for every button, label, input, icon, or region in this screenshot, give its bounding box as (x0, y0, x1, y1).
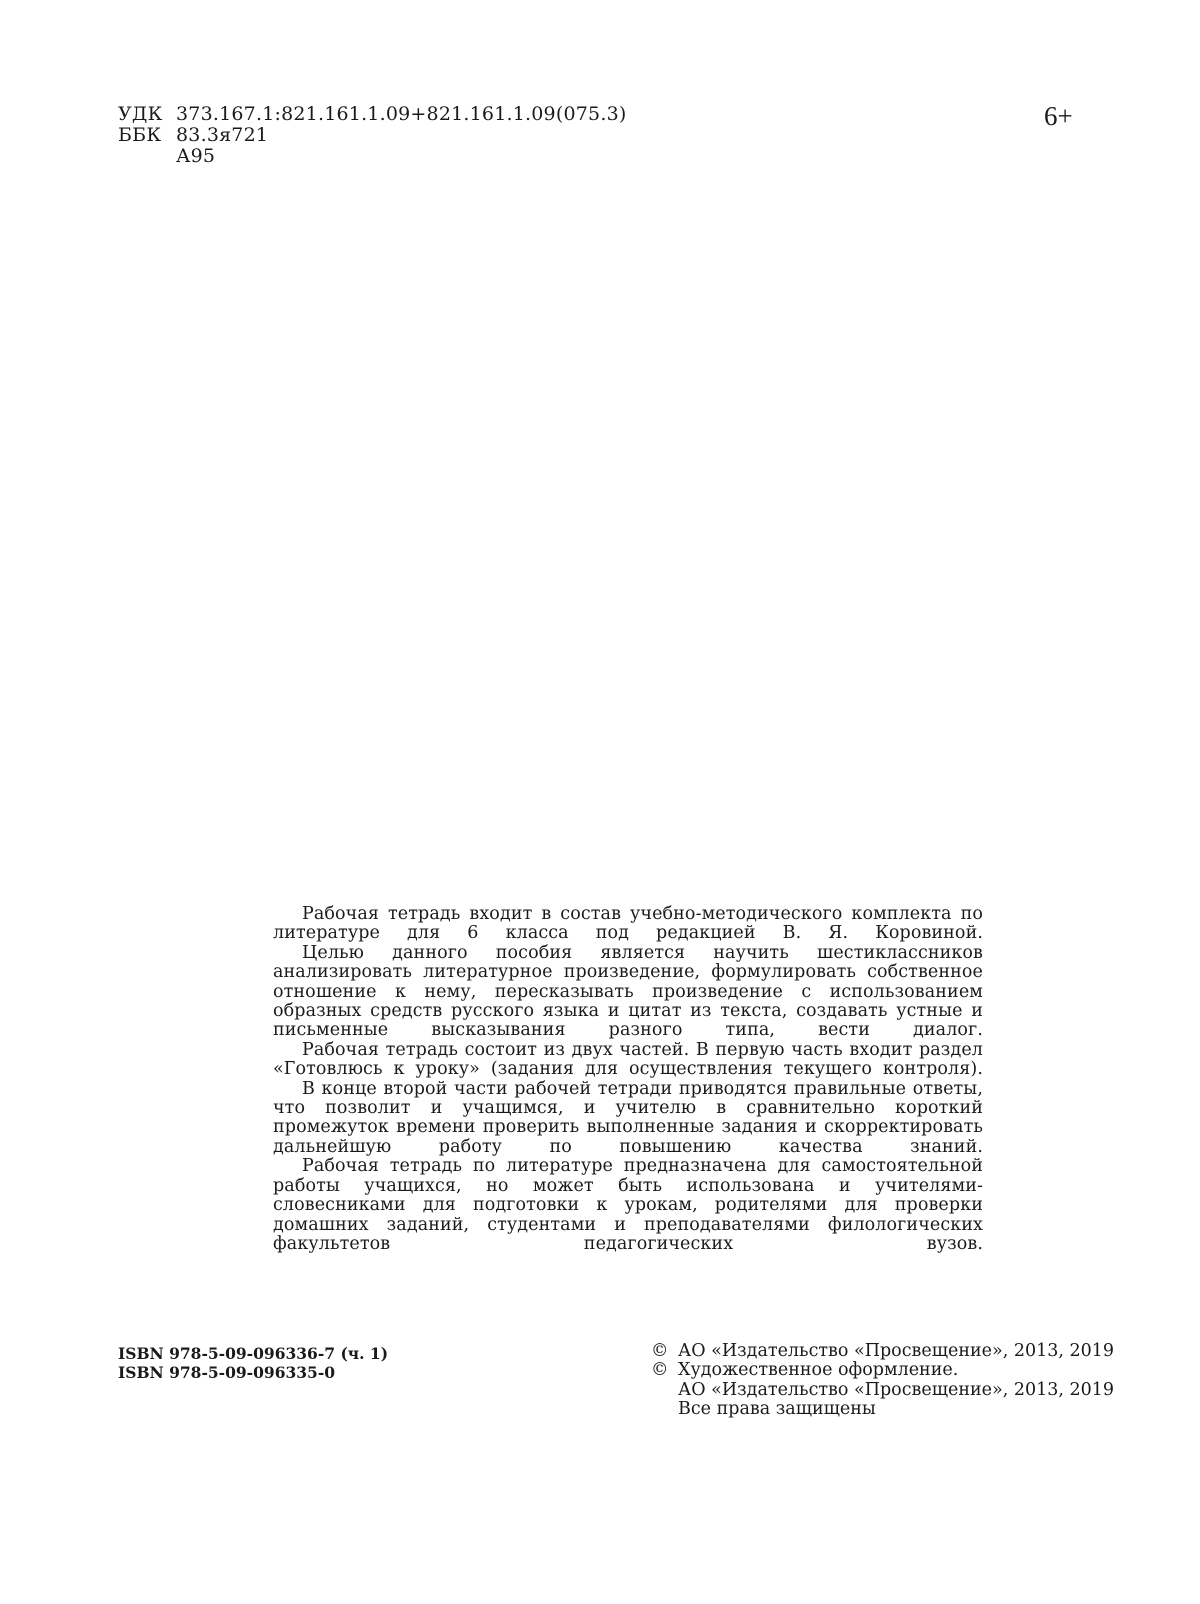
classification-block (118, 104, 626, 167)
annotation (273, 905, 983, 1254)
author-mark-row (118, 146, 626, 167)
annotation-paragraph: Рабочая тетрадь по литературе предназначена для самостоятельной работы учащихся, но может быть использована и учителями-словесниками для подготовки к урокам, родителями для проверки домашних заданий, студентами и преподавателями филологических факультетов педагогических вузов. (273, 1156, 983, 1254)
copyright-row (651, 1381, 1114, 1400)
age-rating: 6+ (1044, 101, 1073, 131)
annotation-paragraph: Рабочая тетрадь состоит из двух частей. В первую часть входит раздел «Готовлюсь к уроку» (задания для осуществления текущего контроля). (273, 1039, 983, 1080)
annotation-paragraph: В конце второй части рабочей тетради приводятся правильные ответы, что позволит и учащимся, и учителю в сравнительно короткий промежуток времени проверить выполненные задания и скорректировать дальнейшую работу по повышению качества знаний. (273, 1078, 983, 1157)
copyright-symbol: © (651, 1360, 669, 1381)
copyright-line: АО «Издательство «Просвещение», 2013, 2019 (678, 1379, 1115, 1400)
copyright-row (651, 1342, 1114, 1361)
udk-value: 373.167.1:821.161.1.09+821.161.1.09(075.3) (176, 103, 627, 125)
isbn-general: ISBN 978-5-09-096335-0 (118, 1363, 336, 1382)
isbn-part: ISBN 978-5-09-096336-7 (ч. 1) (118, 1344, 389, 1363)
copyright-row (651, 1400, 1114, 1419)
copyright-block (651, 1342, 1114, 1420)
bbk-value: 83.3я721 (176, 124, 269, 146)
author-mark: А95 (176, 145, 216, 167)
annotation-paragraph: Рабочая тетрадь входит в состав учебно-методического комплекта по литературе для 6 класса под редакцией В. Я. Коровиной. (273, 904, 983, 944)
bbk-row (118, 125, 626, 146)
copyright-line: АО «Издательство «Просвещение», 2013, 2019 (678, 1341, 1115, 1361)
copyright-line: Художественное оформление. (678, 1360, 959, 1381)
udk-label: УДК (118, 103, 163, 125)
annotation-paragraph: Целью данного пособия является научить шестиклассников анализировать литературное произведение, формулировать собственное отношение к нему, пересказывать произведение с использованием образных средств русского языка и цитат из текста, создавать устные и письменные высказывания разного типа, вести диалог. (273, 942, 983, 1041)
udk-row (118, 104, 626, 125)
rights-reserved: Все права защищены (678, 1399, 876, 1420)
copyright-row (651, 1361, 1114, 1380)
isbn-block (118, 1344, 388, 1382)
bbk-label: ББК (118, 124, 162, 146)
copyright-symbol: © (651, 1341, 669, 1361)
